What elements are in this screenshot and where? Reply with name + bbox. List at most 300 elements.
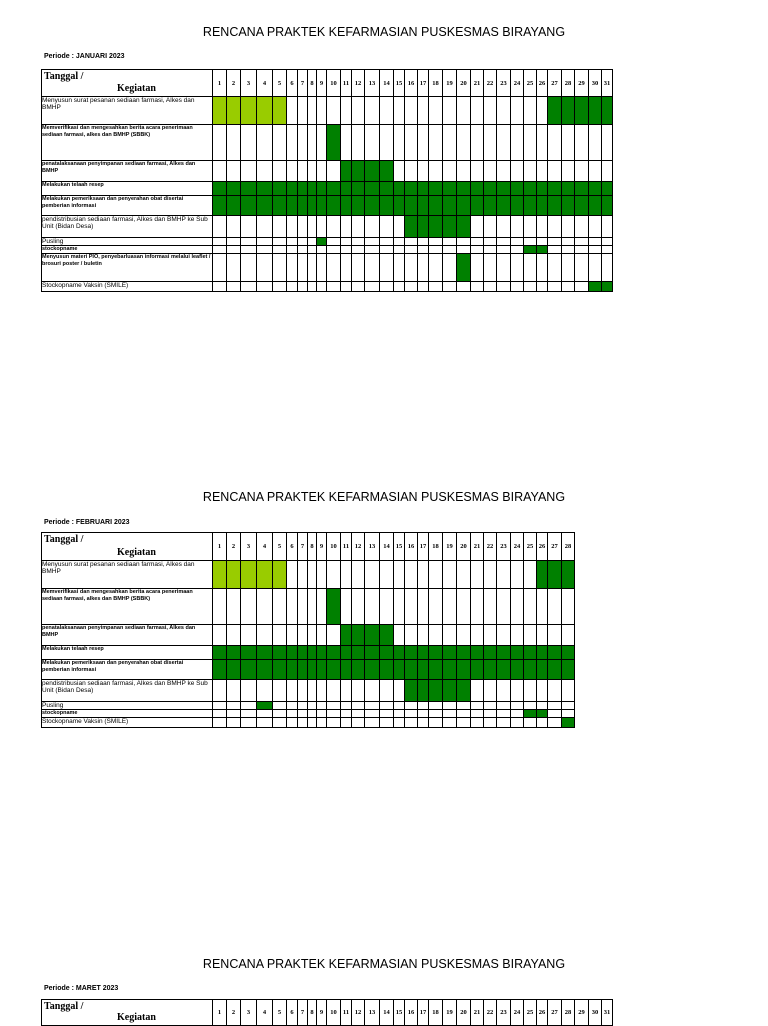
day-header: 20 bbox=[457, 533, 471, 561]
schedule-cell bbox=[471, 625, 484, 646]
header-kegiatan: Kegiatan bbox=[117, 83, 156, 94]
activity-row bbox=[42, 710, 575, 718]
schedule-cell bbox=[537, 680, 548, 702]
schedule-cell-filled bbox=[602, 282, 613, 292]
schedule-cell bbox=[602, 216, 613, 238]
schedule-cell bbox=[365, 702, 380, 710]
schedule-cell bbox=[273, 625, 287, 646]
activity-row bbox=[42, 702, 575, 710]
schedule-cell bbox=[484, 282, 497, 292]
schedule-cell bbox=[405, 161, 418, 182]
activity-label: Stockopname Vaksin (SMILE) bbox=[42, 282, 213, 292]
schedule-cell-filled bbox=[418, 646, 429, 660]
schedule-cell bbox=[213, 246, 227, 254]
schedule-cell bbox=[457, 702, 471, 710]
schedule-cell bbox=[548, 702, 562, 710]
schedule-cell-filled bbox=[257, 182, 273, 196]
schedule-cell-filled bbox=[537, 561, 548, 589]
schedule-cell bbox=[497, 702, 511, 710]
schedule-cell-filled bbox=[524, 646, 537, 660]
schedule-cell-filled bbox=[394, 182, 405, 196]
schedule-cell bbox=[562, 216, 575, 238]
schedule-cell bbox=[380, 680, 394, 702]
schedule-cell bbox=[380, 216, 394, 238]
schedule-cell bbox=[429, 589, 443, 625]
schedule-cell-filled bbox=[589, 182, 602, 196]
schedule-cell bbox=[287, 125, 298, 161]
schedule-cell-filled bbox=[227, 97, 241, 125]
header-tanggal-kegiatan bbox=[42, 533, 213, 561]
header-row bbox=[42, 1000, 613, 1026]
header-row bbox=[42, 70, 613, 97]
schedule-cell bbox=[497, 718, 511, 728]
day-header: 2 bbox=[227, 1000, 241, 1026]
schedule-cell bbox=[317, 718, 327, 728]
header-kegiatan: Kegiatan bbox=[117, 1012, 156, 1023]
day-header: 14 bbox=[380, 533, 394, 561]
schedule-cell bbox=[298, 680, 308, 702]
schedule-cell bbox=[298, 710, 308, 718]
day-header: 6 bbox=[287, 70, 298, 97]
schedule-cell bbox=[484, 702, 497, 710]
day-header: 13 bbox=[365, 1000, 380, 1026]
schedule-cell bbox=[548, 254, 562, 282]
day-header: 1 bbox=[213, 70, 227, 97]
activity-label: Melakukan pemeriksaan dan penyerahan obat disertai pemberian informasi bbox=[42, 196, 213, 216]
schedule-cell bbox=[405, 238, 418, 246]
schedule-cell bbox=[227, 625, 241, 646]
schedule-cell bbox=[365, 216, 380, 238]
activity-label: Melakukan telaah resep bbox=[42, 182, 213, 196]
schedule-cell bbox=[602, 238, 613, 246]
schedule-cell bbox=[575, 125, 589, 161]
schedule-cell-filled bbox=[298, 646, 308, 660]
schedule-cell-filled bbox=[562, 718, 575, 728]
day-header: 24 bbox=[511, 533, 524, 561]
schedule-cell bbox=[405, 589, 418, 625]
schedule-cell-filled bbox=[257, 702, 273, 710]
schedule-cell bbox=[257, 246, 273, 254]
schedule-cell bbox=[287, 625, 298, 646]
schedule-cell bbox=[213, 710, 227, 718]
schedule-cell bbox=[227, 680, 241, 702]
day-header: 8 bbox=[308, 533, 317, 561]
day-header: 12 bbox=[352, 1000, 365, 1026]
schedule-cell bbox=[575, 254, 589, 282]
schedule-cell bbox=[352, 216, 365, 238]
schedule-cell bbox=[227, 161, 241, 182]
schedule-cell bbox=[537, 238, 548, 246]
schedule-cell bbox=[341, 561, 352, 589]
schedule-cell bbox=[227, 216, 241, 238]
schedule-cell-filled bbox=[457, 254, 471, 282]
schedule-cell bbox=[524, 680, 537, 702]
schedule-cell bbox=[227, 718, 241, 728]
schedule-cell-filled bbox=[257, 646, 273, 660]
schedule-cell bbox=[471, 282, 484, 292]
day-header: 24 bbox=[511, 1000, 524, 1026]
schedule-cell-filled bbox=[273, 646, 287, 660]
schedule-cell-filled bbox=[524, 660, 537, 680]
schedule-cell bbox=[317, 282, 327, 292]
schedule-cell bbox=[511, 561, 524, 589]
schedule-cell bbox=[298, 238, 308, 246]
schedule-cell-filled bbox=[471, 646, 484, 660]
schedule-cell bbox=[394, 718, 405, 728]
schedule-cell-filled bbox=[380, 646, 394, 660]
schedule-cell-filled bbox=[287, 182, 298, 196]
schedule-cell bbox=[537, 589, 548, 625]
day-header: 17 bbox=[418, 533, 429, 561]
activity-row bbox=[42, 660, 575, 680]
header-row bbox=[42, 533, 575, 561]
schedule-cell-filled bbox=[562, 97, 575, 125]
schedule-cell bbox=[327, 161, 341, 182]
schedule-cell bbox=[548, 246, 562, 254]
schedule-cell bbox=[227, 125, 241, 161]
day-header: 2 bbox=[227, 533, 241, 561]
schedule-cell bbox=[443, 589, 457, 625]
schedule-cell bbox=[352, 254, 365, 282]
schedule-cell bbox=[471, 97, 484, 125]
schedule-cell-filled bbox=[273, 97, 287, 125]
schedule-cell-filled bbox=[443, 216, 457, 238]
schedule-cell bbox=[457, 97, 471, 125]
schedule-cell bbox=[589, 246, 602, 254]
day-header: 27 bbox=[548, 533, 562, 561]
schedule-cell bbox=[273, 161, 287, 182]
schedule-cell bbox=[418, 282, 429, 292]
schedule-cell bbox=[241, 238, 257, 246]
schedule-cell bbox=[484, 161, 497, 182]
schedule-cell bbox=[524, 216, 537, 238]
schedule-cell bbox=[273, 125, 287, 161]
schedule-cell-filled bbox=[443, 680, 457, 702]
schedule-cell bbox=[524, 702, 537, 710]
schedule-cell bbox=[511, 125, 524, 161]
schedule-cell bbox=[227, 254, 241, 282]
schedule-cell-filled bbox=[317, 196, 327, 216]
schedule-cell bbox=[484, 718, 497, 728]
schedule-cell-filled bbox=[405, 196, 418, 216]
schedule-cell-filled bbox=[257, 97, 273, 125]
schedule-cell bbox=[365, 710, 380, 718]
activity-label: Melakukan telaah resep bbox=[42, 646, 213, 660]
schedule-cell bbox=[394, 561, 405, 589]
activity-label: pendistribusian sediaan farmasi, Alkes dan BMHP ke Sub Unit (Bidan Desa) bbox=[42, 680, 213, 702]
schedule-cell bbox=[365, 238, 380, 246]
day-header: 27 bbox=[548, 1000, 562, 1026]
schedule-cell bbox=[394, 125, 405, 161]
schedule-cell bbox=[524, 718, 537, 728]
schedule-cell bbox=[429, 125, 443, 161]
schedule-cell bbox=[308, 702, 317, 710]
schedule-cell-filled bbox=[429, 216, 443, 238]
schedule-cell bbox=[287, 161, 298, 182]
schedule-cell bbox=[327, 680, 341, 702]
schedule-cell bbox=[308, 710, 317, 718]
schedule-cell-filled bbox=[380, 660, 394, 680]
schedule-cell bbox=[241, 718, 257, 728]
day-header: 2 bbox=[227, 70, 241, 97]
schedule-cell-filled bbox=[365, 646, 380, 660]
schedule-cell bbox=[341, 710, 352, 718]
day-header: 30 bbox=[589, 1000, 602, 1026]
schedule-cell bbox=[287, 246, 298, 254]
schedule-cell bbox=[405, 625, 418, 646]
schedule-cell-filled bbox=[365, 182, 380, 196]
schedule-cell bbox=[352, 710, 365, 718]
day-header: 26 bbox=[537, 1000, 548, 1026]
schedule-cell bbox=[524, 238, 537, 246]
schedule-cell-filled bbox=[273, 660, 287, 680]
schedule-cell-filled bbox=[241, 646, 257, 660]
schedule-cell bbox=[341, 282, 352, 292]
schedule-cell bbox=[497, 710, 511, 718]
schedule-cell bbox=[380, 238, 394, 246]
schedule-cell bbox=[365, 561, 380, 589]
schedule-cell bbox=[241, 589, 257, 625]
schedule-cell bbox=[308, 254, 317, 282]
schedule-cell bbox=[511, 589, 524, 625]
schedule-cell bbox=[287, 216, 298, 238]
day-header: 10 bbox=[327, 1000, 341, 1026]
schedule-cell bbox=[484, 625, 497, 646]
schedule-cell bbox=[273, 216, 287, 238]
schedule-cell bbox=[511, 254, 524, 282]
schedule-cell-filled bbox=[418, 216, 429, 238]
schedule-cell bbox=[471, 246, 484, 254]
schedule-cell bbox=[380, 254, 394, 282]
activity-label: Pusling bbox=[42, 702, 213, 710]
schedule-cell bbox=[380, 246, 394, 254]
schedule-cell bbox=[341, 589, 352, 625]
schedule-cell bbox=[257, 282, 273, 292]
schedule-cell bbox=[308, 97, 317, 125]
schedule-cell-filled bbox=[562, 182, 575, 196]
schedule-table bbox=[41, 69, 613, 292]
activity-label: Melakukan pemeriksaan dan penyerahan obat disertai pemberian informasi bbox=[42, 660, 213, 680]
day-header: 14 bbox=[380, 70, 394, 97]
schedule-cell-filled bbox=[405, 182, 418, 196]
day-header: 20 bbox=[457, 1000, 471, 1026]
periode-label: Periode : FEBRUARI 2023 bbox=[44, 519, 130, 526]
schedule-cell-filled bbox=[471, 182, 484, 196]
schedule-cell bbox=[317, 125, 327, 161]
schedule-cell bbox=[429, 238, 443, 246]
schedule-cell bbox=[418, 718, 429, 728]
schedule-cell bbox=[429, 718, 443, 728]
schedule-cell bbox=[548, 718, 562, 728]
schedule-cell bbox=[327, 561, 341, 589]
schedule-cell-filled bbox=[308, 646, 317, 660]
schedule-cell bbox=[457, 625, 471, 646]
schedule-cell-filled bbox=[327, 125, 341, 161]
schedule-cell bbox=[273, 238, 287, 246]
schedule-cell bbox=[575, 246, 589, 254]
activity-row bbox=[42, 589, 575, 625]
schedule-cell bbox=[443, 561, 457, 589]
schedule-cell bbox=[418, 254, 429, 282]
day-header: 24 bbox=[511, 70, 524, 97]
schedule-cell bbox=[298, 246, 308, 254]
schedule-cell-filled bbox=[524, 182, 537, 196]
schedule-cell-filled bbox=[511, 182, 524, 196]
schedule-cell bbox=[562, 710, 575, 718]
schedule-cell bbox=[327, 216, 341, 238]
schedule-cell bbox=[524, 97, 537, 125]
schedule-cell-filled bbox=[497, 660, 511, 680]
schedule-cell bbox=[317, 702, 327, 710]
schedule-cell-filled bbox=[241, 561, 257, 589]
schedule-cell bbox=[497, 282, 511, 292]
day-header: 4 bbox=[257, 70, 273, 97]
schedule-cell bbox=[484, 710, 497, 718]
schedule-cell bbox=[241, 702, 257, 710]
schedule-cell bbox=[394, 246, 405, 254]
schedule-cell bbox=[298, 625, 308, 646]
schedule-cell bbox=[273, 680, 287, 702]
schedule-cell bbox=[562, 254, 575, 282]
schedule-cell-filled bbox=[471, 196, 484, 216]
schedule-cell bbox=[298, 589, 308, 625]
schedule-cell-filled bbox=[327, 660, 341, 680]
schedule-cell bbox=[548, 710, 562, 718]
schedule-cell bbox=[394, 589, 405, 625]
schedule-cell bbox=[537, 254, 548, 282]
schedule-cell bbox=[257, 216, 273, 238]
schedule-cell bbox=[548, 282, 562, 292]
schedule-cell bbox=[352, 246, 365, 254]
schedule-cell bbox=[524, 625, 537, 646]
schedule-cell bbox=[308, 125, 317, 161]
schedule-cell bbox=[365, 680, 380, 702]
header-tanggal: Tanggal / bbox=[44, 534, 84, 545]
schedule-cell bbox=[287, 589, 298, 625]
schedule-cell bbox=[241, 680, 257, 702]
schedule-cell bbox=[365, 718, 380, 728]
schedule-cell bbox=[418, 710, 429, 718]
schedule-cell bbox=[511, 625, 524, 646]
schedule-cell-filled bbox=[227, 646, 241, 660]
day-header: 17 bbox=[418, 70, 429, 97]
schedule-cell-filled bbox=[352, 646, 365, 660]
schedule-cell bbox=[471, 718, 484, 728]
schedule-cell-filled bbox=[394, 196, 405, 216]
schedule-cell bbox=[352, 97, 365, 125]
schedule-cell-filled bbox=[548, 196, 562, 216]
schedule-cell-filled bbox=[429, 680, 443, 702]
page-title: RENCANA PRAKTEK KEFARMASIAN PUSKESMAS BIRAYANG bbox=[202, 957, 566, 971]
schedule-cell-filled bbox=[317, 646, 327, 660]
day-header: 15 bbox=[394, 1000, 405, 1026]
schedule-cell bbox=[317, 246, 327, 254]
schedule-cell bbox=[213, 125, 227, 161]
activity-label: penatalaksanaan penyimpanan sediaan farmasi, Alkes dan BMHP bbox=[42, 625, 213, 646]
schedule-cell-filled bbox=[257, 196, 273, 216]
schedule-cell-filled bbox=[418, 182, 429, 196]
schedule-cell bbox=[227, 246, 241, 254]
schedule-cell bbox=[394, 238, 405, 246]
activity-label: stockopname bbox=[42, 710, 213, 718]
schedule-cell-filled bbox=[380, 161, 394, 182]
schedule-cell-filled bbox=[443, 182, 457, 196]
activity-row bbox=[42, 246, 613, 254]
schedule-cell bbox=[287, 702, 298, 710]
schedule-cell bbox=[484, 238, 497, 246]
schedule-cell bbox=[380, 718, 394, 728]
schedule-cell-filled bbox=[327, 589, 341, 625]
schedule-cell bbox=[341, 216, 352, 238]
day-header: 15 bbox=[394, 70, 405, 97]
schedule-cell bbox=[327, 710, 341, 718]
schedule-cell-filled bbox=[471, 660, 484, 680]
schedule-cell bbox=[298, 216, 308, 238]
day-header: 12 bbox=[352, 70, 365, 97]
schedule-cell bbox=[287, 238, 298, 246]
schedule-cell-filled bbox=[443, 646, 457, 660]
schedule-cell bbox=[548, 125, 562, 161]
day-header: 7 bbox=[298, 1000, 308, 1026]
schedule-cell-filled bbox=[457, 196, 471, 216]
schedule-cell bbox=[298, 561, 308, 589]
day-header: 14 bbox=[380, 1000, 394, 1026]
schedule-cell bbox=[511, 710, 524, 718]
schedule-cell bbox=[298, 282, 308, 292]
schedule-cell bbox=[602, 161, 613, 182]
schedule-cell-filled bbox=[213, 660, 227, 680]
schedule-table bbox=[41, 999, 613, 1026]
schedule-cell bbox=[405, 702, 418, 710]
schedule-cell bbox=[497, 161, 511, 182]
schedule-cell bbox=[394, 282, 405, 292]
schedule-cell-filled bbox=[497, 182, 511, 196]
periode-label: Periode : MARET 2023 bbox=[44, 985, 119, 992]
schedule-cell bbox=[257, 125, 273, 161]
schedule-cell bbox=[471, 680, 484, 702]
schedule-cell bbox=[443, 718, 457, 728]
day-header: 21 bbox=[471, 533, 484, 561]
schedule-cell bbox=[227, 702, 241, 710]
schedule-cell-filled bbox=[524, 196, 537, 216]
schedule-cell bbox=[471, 254, 484, 282]
schedule-cell bbox=[537, 282, 548, 292]
schedule-cell bbox=[273, 246, 287, 254]
day-header: 16 bbox=[405, 70, 418, 97]
schedule-cell bbox=[273, 282, 287, 292]
page-title: RENCANA PRAKTEK KEFARMASIAN PUSKESMAS BIRAYANG bbox=[202, 25, 566, 39]
schedule-cell bbox=[457, 561, 471, 589]
schedule-cell-filled bbox=[227, 196, 241, 216]
day-header: 28 bbox=[562, 533, 575, 561]
schedule-cell-filled bbox=[352, 625, 365, 646]
schedule-cell-filled bbox=[341, 660, 352, 680]
schedule-cell-filled bbox=[352, 660, 365, 680]
schedule-cell bbox=[352, 238, 365, 246]
schedule-cell bbox=[589, 161, 602, 182]
schedule-cell bbox=[405, 254, 418, 282]
schedule-cell bbox=[548, 238, 562, 246]
schedule-cell bbox=[341, 702, 352, 710]
day-header: 16 bbox=[405, 533, 418, 561]
schedule-cell bbox=[257, 680, 273, 702]
schedule-cell bbox=[213, 254, 227, 282]
activity-row bbox=[42, 182, 613, 196]
schedule-cell bbox=[380, 561, 394, 589]
schedule-cell bbox=[471, 125, 484, 161]
schedule-cell-filled bbox=[380, 625, 394, 646]
schedule-cell bbox=[298, 125, 308, 161]
